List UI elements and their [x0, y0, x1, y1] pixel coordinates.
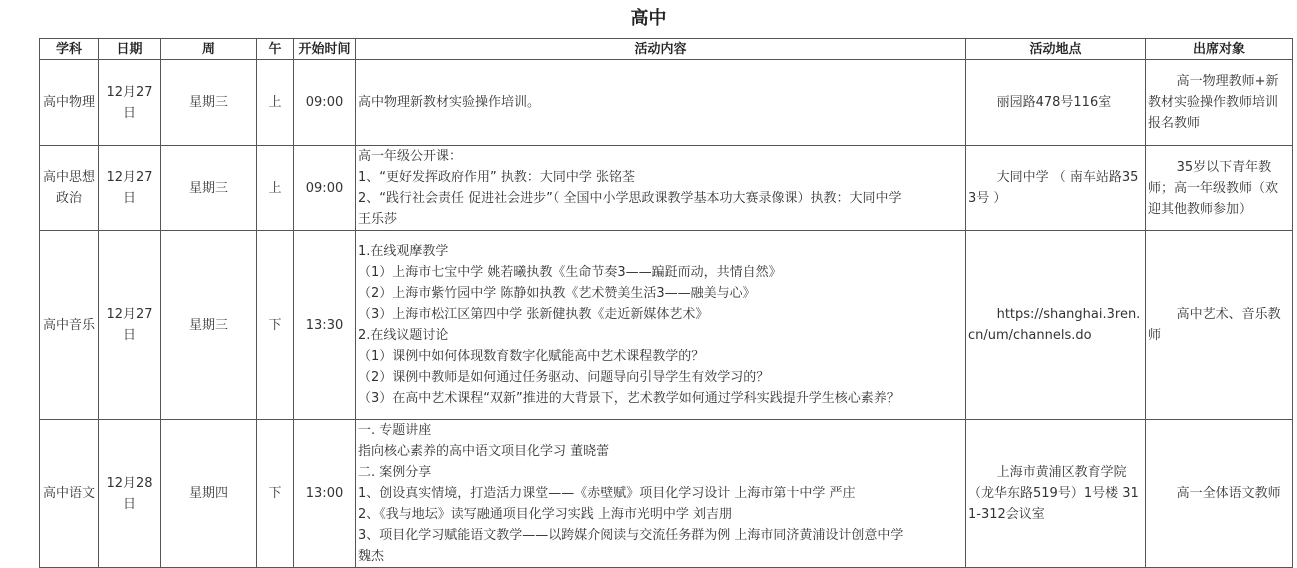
- table-row: [40, 146, 1293, 231]
- cell-half-day: 下: [257, 231, 294, 420]
- cell-half-day: 上: [257, 60, 294, 146]
- location-text: 大同中学 （ 南车站路353号 ）: [968, 170, 1139, 206]
- content-line: 1.在线观摩教学: [358, 244, 449, 259]
- cell-date: 12月28日: [99, 420, 161, 568]
- cell-subject: 高中语文: [40, 420, 99, 568]
- content-line: 2、“践行社会责任 促进社会进步”（ 全国中小学思政课教学基本功大赛录像课）执教：大同中学: [358, 191, 902, 206]
- cell-start-time: 09:00: [294, 146, 356, 231]
- content-line: 1、“更好发挥政府作用” 执教：大同中学 张铭荃: [358, 170, 636, 185]
- content-line: 二. 案例分享: [358, 465, 432, 480]
- content-line: 高一年级公开课：: [358, 149, 463, 164]
- page-title: 高中: [630, 8, 667, 29]
- cell-weekday: 星期三: [161, 60, 257, 146]
- location-link[interactable]: https://shanghai.3ren.cn/um/channels.do: [968, 307, 1141, 343]
- cell-subject: 高中思想政治: [40, 146, 99, 231]
- content-line: 魏杰: [358, 549, 385, 564]
- audience-text: 高一物理教师+新教材实验操作教师培训报名教师: [1148, 74, 1279, 131]
- content-line: （3）在高中艺术课程“双新”推进的大背景下，艺术教学如何通过学科实践提升学生核心素养？: [358, 391, 900, 406]
- cell-half-day: 上: [257, 146, 294, 231]
- cell-audience: [1146, 420, 1293, 568]
- cell-audience: [1146, 231, 1293, 420]
- content-line: （1）课例中如何体现数育数字化赋能高中艺术课程教学的？: [358, 349, 705, 364]
- cell-half-day: 下: [257, 420, 294, 568]
- content-line: （2）课例中教师是如何通过任务驱动、问题导向引导学生有效学习的？: [358, 370, 770, 385]
- location-text: 丽园路478号116室: [996, 95, 1112, 110]
- content-line: 2、《我与地坛》读写融通项目化学习实践 上海市光明中学 刘吉朋: [358, 507, 733, 522]
- cell-start-time: 09:00: [294, 60, 356, 146]
- cell-start-time: 13:00: [294, 420, 356, 568]
- audience-text: 35岁以下青年教师；高一年级教师（欢迎其他教师参加）: [1148, 159, 1279, 217]
- cell-activity-content: [356, 146, 966, 231]
- header-date: 日期: [99, 39, 161, 60]
- cell-activity-content: [356, 231, 966, 420]
- table-header-row: [40, 39, 1293, 60]
- content-line: 一. 专题讲座: [358, 423, 432, 438]
- cell-date: 12月27日: [99, 60, 161, 146]
- cell-audience: [1146, 60, 1293, 146]
- header-start-time: 开始时间: [294, 39, 356, 60]
- table-row: [40, 231, 1293, 420]
- table-row: [40, 60, 1293, 146]
- content-line: （3）上海市松江区第四中学 张新健执教《走近新媒体艺术》: [358, 307, 709, 322]
- cell-location: [966, 146, 1146, 231]
- audience-text: 高一全体语文教师: [1176, 486, 1281, 501]
- content-line: 王乐莎: [358, 212, 398, 227]
- cell-weekday: 星期四: [161, 420, 257, 568]
- cell-location: [966, 231, 1146, 420]
- cell-audience: [1146, 146, 1293, 231]
- header-activity-content: 活动内容: [356, 39, 966, 60]
- cell-subject: 高中物理: [40, 60, 99, 146]
- cell-activity-content: [356, 60, 966, 146]
- content-line: 高中物理新教材实验操作培训。: [358, 95, 541, 110]
- cell-weekday: 星期三: [161, 146, 257, 231]
- content-line: 1、创设真实情境，打造活力课堂——《赤壁赋》项目化学习设计 上海市第十中学 严庄: [358, 486, 856, 501]
- cell-start-time: 13:30: [294, 231, 356, 420]
- content-line: 指向核心素养的高中语文项目化学习 董晓蕾: [358, 444, 610, 459]
- content-line: 3、项目化学习赋能语文教学——以跨媒介阅读与交流任务群为例 上海市同济黄浦设计创意中学: [358, 528, 904, 543]
- table-row: [40, 420, 1293, 568]
- schedule-table: [39, 38, 1293, 568]
- cell-location: [966, 60, 1146, 146]
- cell-subject: 高中音乐: [40, 231, 99, 420]
- header-weekday: 周: [161, 39, 257, 60]
- audience-text: 高中艺术、音乐教师: [1148, 307, 1281, 343]
- content-line: 2.在线议题讨论: [358, 328, 449, 343]
- cell-activity-content: [356, 420, 966, 568]
- cell-date: 12月27日: [99, 146, 161, 231]
- cell-weekday: 星期三: [161, 231, 257, 420]
- content-line: （1）上海市七宝中学 姚若曦执教《生命节奏3——蹁跹而动，共情自然》: [358, 265, 782, 280]
- header-half-day: 午: [257, 39, 294, 60]
- header-location: 活动地点: [966, 39, 1146, 60]
- header-subject: 学科: [40, 39, 99, 60]
- location-text: 上海市黄浦区教育学院（龙华东路519号）1号楼 311-312会议室: [968, 465, 1139, 522]
- cell-location: [966, 420, 1146, 568]
- content-line: （2）上海市紫竹园中学 陈静如执教《艺术赞美生活3——融美与心》: [358, 286, 756, 301]
- cell-date: 12月27日: [99, 231, 161, 420]
- header-audience: 出席对象: [1146, 39, 1293, 60]
